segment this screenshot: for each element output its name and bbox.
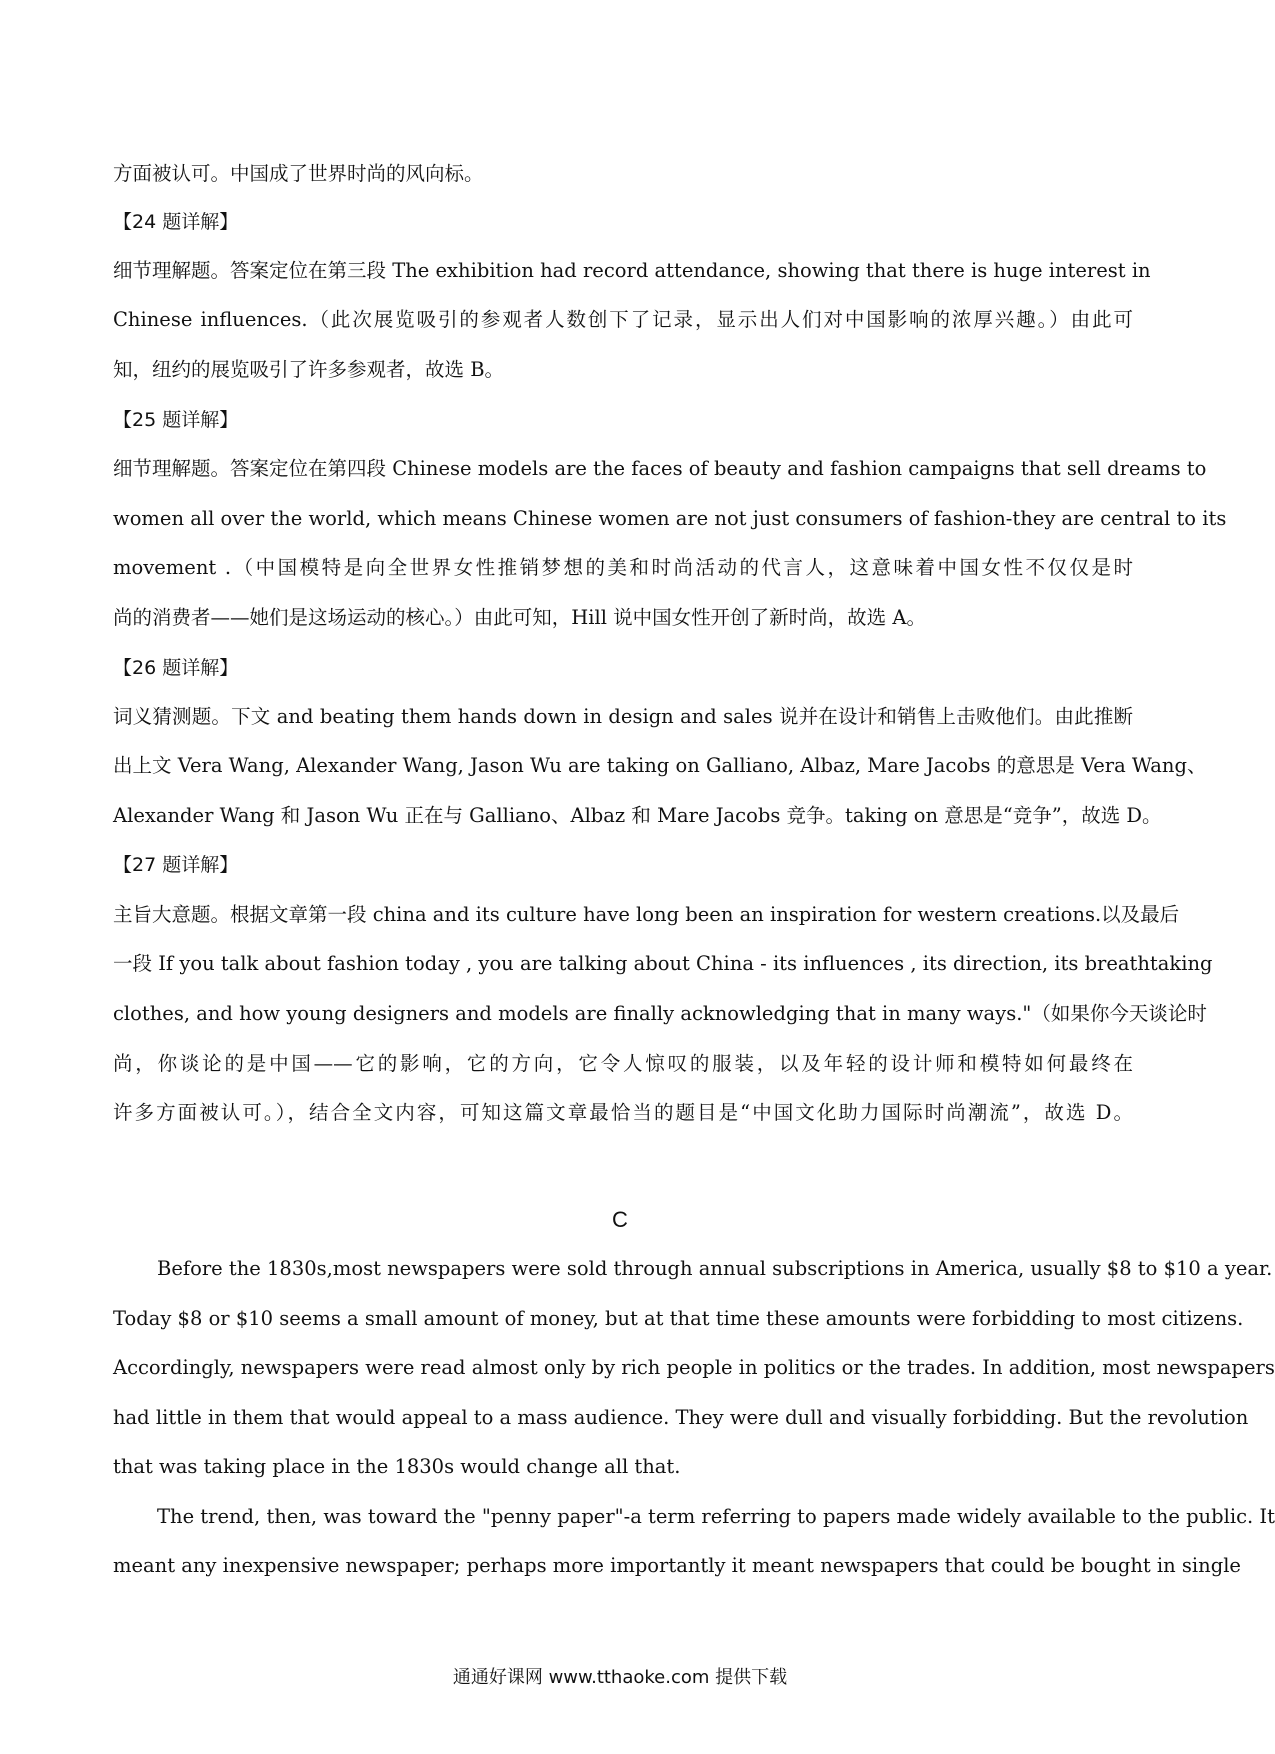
explanation-line: 一段 If you talk about fashion today , you are talking about China - its influences , its direction, its breathtaking xyxy=(113,952,1213,975)
passage-line: that was taking place in the 1830s would change all that. xyxy=(113,1455,681,1478)
passage-line: Before the 1830s,most newspapers were sold through annual subscriptions in America, usually $8 to $10 a year. xyxy=(157,1257,1273,1280)
explanation-line: movement .（中国模特是向全世界女性推销梦想的美和时尚活动的代言人，这意味着中国女性不仅仅是时 xyxy=(113,556,1133,579)
explanation-line: women all over the world, which means Chinese women are not just consumers of fashion-they are central to its xyxy=(113,507,1227,530)
question-25-heading: 【25 题详解】 xyxy=(113,409,239,431)
question-27-heading: 【27 题详解】 xyxy=(113,854,239,876)
explanation-line: 主旨大意题。根据文章第一段 china and its culture have long been an inspiration for western creations.以及最后 xyxy=(113,903,1180,926)
explanation-line: 细节理解题。答案定位在第四段 Chinese models are the faces of beauty and fashion campaigns that sell dreams to xyxy=(113,457,1207,480)
explanation-line: 知，纽约的展览吸引了许多参观者，故选 B。 xyxy=(113,358,505,381)
explanation-line: 尚，你谈论的是中国——它的影响，它的方向，它令人惊叹的服装，以及年轻的设计师和模特如何最终在 xyxy=(113,1052,1133,1075)
question-24-heading: 【24 题详解】 xyxy=(113,211,239,233)
passage-line: The trend, then, was toward the "penny paper"-a term referring to papers made widely available to the public. It xyxy=(157,1505,1275,1528)
explanation-line: 许多方面被认可。），结合全文内容，可知这篇文章最恰当的题目是“中国文化助力国际时尚潮流”，故选 D。 xyxy=(113,1101,1133,1124)
passage-line: Accordingly, newspapers were read almost only by rich people in politics or the trades. In addition, most newspapers xyxy=(113,1356,1275,1379)
explanation-line: 细节理解题。答案定位在第三段 The exhibition had record attendance, showing that there is huge interest in xyxy=(113,259,1151,282)
explanation-line: Chinese influences.（此次展览吸引的参观者人数创下了记录，显示出人们对中国影响的浓厚兴趣。）由此可 xyxy=(113,308,1133,331)
question-26-heading: 【26 题详解】 xyxy=(113,657,239,679)
explanation-line: 词义猜测题。下文 and beating them hands down in design and sales 说并在设计和销售上击败他们。由此推断 xyxy=(113,705,1133,728)
passage-line: meant any inexpensive newspaper; perhaps more importantly it meant newspapers that could be bought in single xyxy=(113,1554,1241,1577)
explanation-line: clothes, and how young designers and models are finally acknowledging that in many ways."（如果你今天谈论时 xyxy=(113,1002,1207,1025)
explanation-line: 尚的消费者——她们是这场运动的核心。）由此可知，Hill 说中国女性开创了新时尚，故选 A。 xyxy=(113,606,926,629)
explanation-line: 方面被认可。中国成了世界时尚的风向标。 xyxy=(113,162,484,185)
passage-line: had little in them that would appeal to a mass audience. They were dull and visually forbidding. But the revolution xyxy=(113,1406,1249,1429)
section-title: C xyxy=(612,1207,628,1232)
passage-line: Today $8 or $10 seems a small amount of money, but at that time these amounts were forbidding to most citizens. xyxy=(113,1307,1244,1330)
explanation-line: Alexander Wang 和 Jason Wu 正在与 Galliano、Albaz 和 Mare Jacobs 竞争。taking on 意思是“竞争”，故选 D。 xyxy=(113,804,1162,827)
explanation-line: 出上文 Vera Wang, Alexander Wang, Jason Wu are taking on Galliano, Albaz, Mare Jacobs 的意思是 Vera Wang、 xyxy=(113,754,1207,777)
page-footer: 通通好课网 www.tthaoke.com 提供下载 xyxy=(452,1667,788,1688)
